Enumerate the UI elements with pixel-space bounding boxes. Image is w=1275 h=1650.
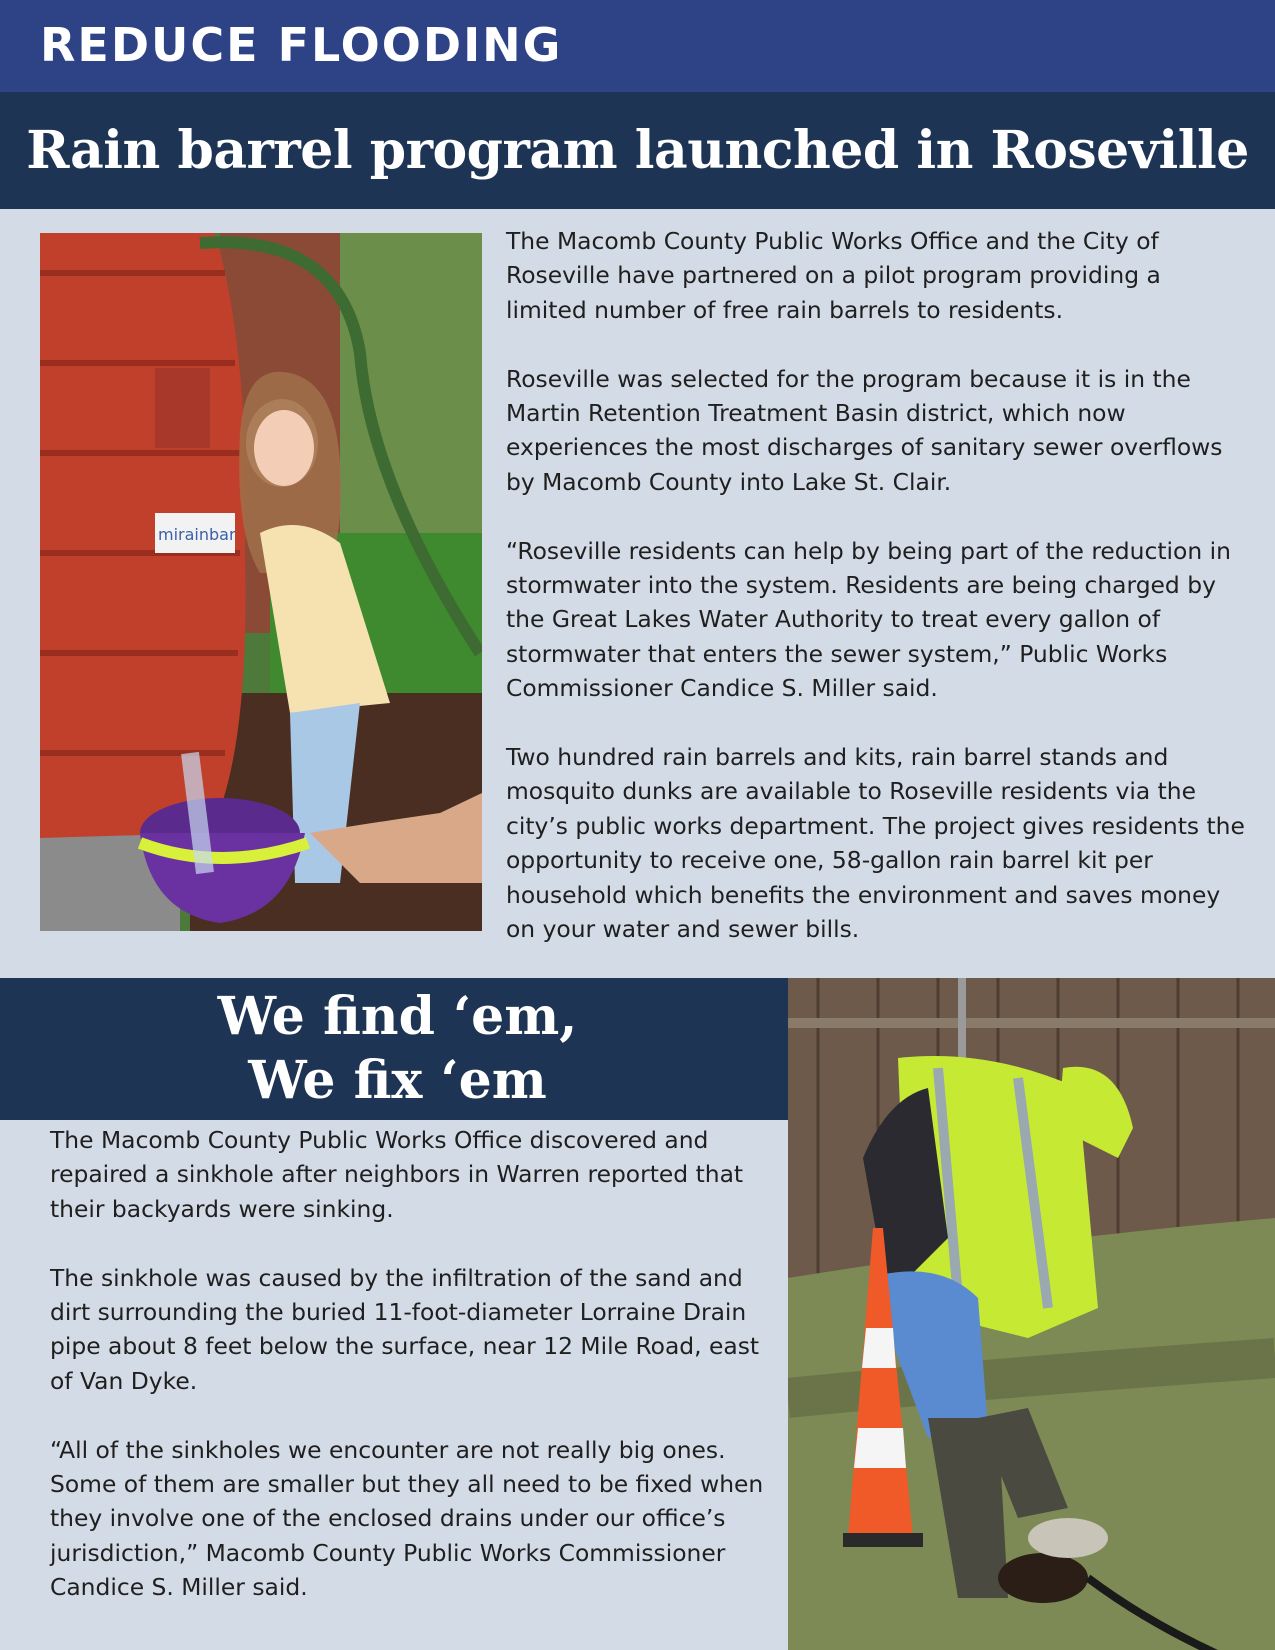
section-label: REDUCE FLOODING <box>40 18 563 72</box>
second-heading-banner <box>0 978 795 1120</box>
headline: Rain barrel program launched in Roseville <box>26 120 1249 181</box>
article-paragraph: Two hundred rain barrels and kits, rain barrel stands and mosquito dunks are available to Roseville residents via the city’s public works department. The project gives residents the opportunity to receive one, 58-gallon rain barrel kit per household which benefits the environment and saves money on your water and sewer bills. <box>506 743 1245 944</box>
article-paragraph: The Macomb County Public Works Office and the City of Roseville have partnered on a pilot program providing a limited number of free rain barrels to residents. <box>506 227 1161 324</box>
barrel-label-text: mirainbar <box>158 525 236 544</box>
second-heading-line1: We find ‘em, <box>217 986 578 1047</box>
article-paragraph: “All of the sinkholes we encounter are not really big ones. Some of them are smaller but they all need to be fixed when they involve one of the enclosed drains under our office’s jurisdiction,” Macomb County Public Works Commissioner Candice S. Miller said. <box>50 1435 764 1602</box>
article-paragraph: Roseville was selected for the program because it is in the Martin Retention Treatment Basin district, which now experiences the most discharges of sanitary sewer overflows by Macomb County into Lake St. Clair. <box>506 364 1223 496</box>
title-banner <box>0 92 1275 209</box>
article-body <box>506 224 1248 981</box>
article-paragraph: The Macomb County Public Works Office discovered and repaired a sinkhole after neighbors in Warren reported that their backyards were sinking. <box>50 1126 744 1223</box>
article-paragraph: “Roseville residents can help by being part of the reduction in stormwater into the system. Residents are being charged by the Great Lakes Water Authority to treat every gallon of stormwater that enters the sewer system,” Public Works Commissioner Candice S. Miller said. <box>506 536 1231 703</box>
second-article-body <box>50 1123 772 1639</box>
second-heading-line2: We fix ‘em <box>248 1050 547 1111</box>
rain-barrel-photo <box>40 233 482 931</box>
sinkhole-repair-photo <box>788 978 1275 1650</box>
article-paragraph: The sinkhole was caused by the infiltration of the sand and dirt surrounding the buried 11-foot-diameter Lorraine Drain pipe about 8 feet below the surface, near 12 Mile Road, east of Van Dyke. <box>50 1263 760 1395</box>
top-banner <box>0 0 1275 92</box>
